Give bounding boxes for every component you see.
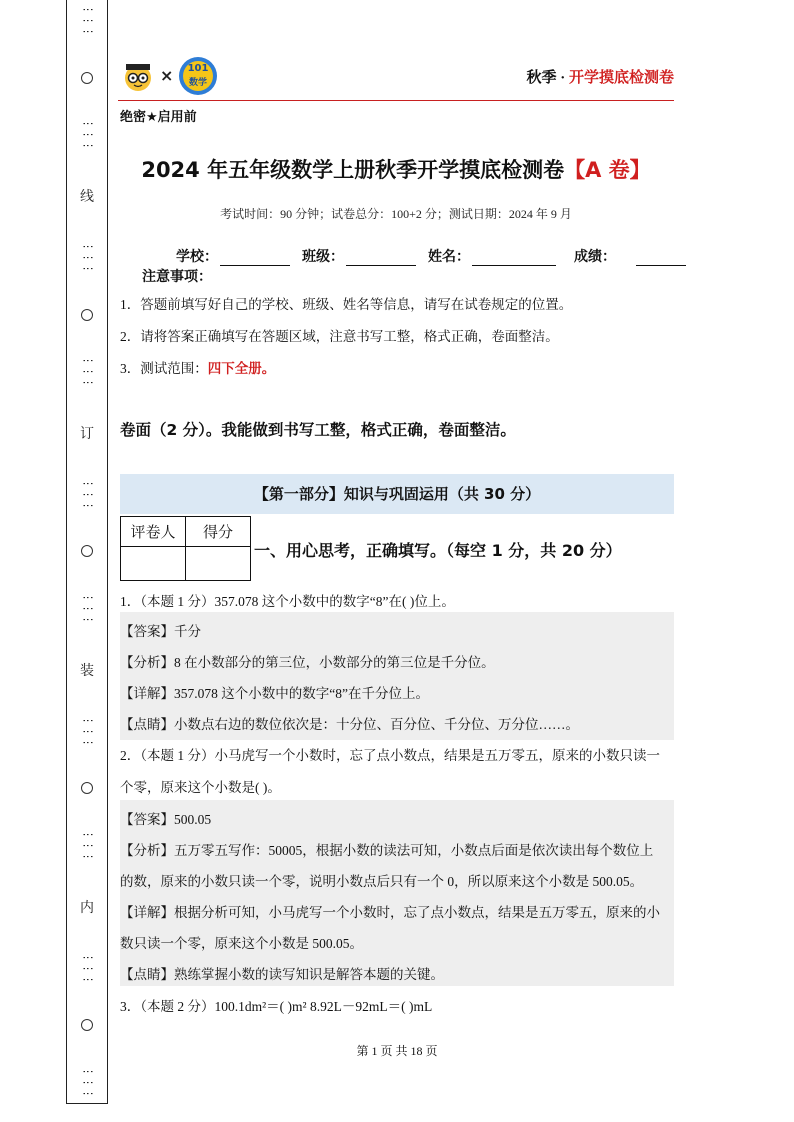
school-field: [176, 246, 290, 266]
grader-score-table: [120, 516, 251, 581]
score-cell[interactable]: [186, 547, 251, 581]
binding-dots: ⋮⋮⋮: [81, 592, 94, 626]
q2-detail-line-1: 【详解】根据分析可知，小马虎写一个小数时，忘了点小数点，结果是五万零五，原来的小: [120, 905, 660, 920]
binding-margin: [66, 0, 108, 1104]
note-item-3: [120, 357, 275, 377]
header-series-label: [526, 66, 674, 87]
note-item-3-label: 3．测试范围：: [120, 361, 208, 376]
school-label: 学校：: [176, 249, 218, 265]
header-series: 开学摸底检测卷: [568, 70, 674, 86]
binding-dots: ⋮⋮⋮: [81, 240, 94, 274]
question-3: 3．（本题 2 分）100.1dm²＝( )m² 8.92L－92mL＝( )mL: [120, 999, 433, 1014]
section-title-bar: 【第一部分】知识与巩固运用（共 30 分）: [120, 474, 674, 514]
binding-circle-icon: [81, 782, 93, 794]
header-season: 秋季 ·: [526, 70, 569, 86]
binding-dots: ⋮⋮⋮: [81, 1065, 94, 1099]
score-header: 得分: [186, 517, 251, 547]
class-input-line[interactable]: [346, 251, 416, 266]
student-logo-icon: [122, 60, 154, 92]
class-field: [302, 246, 416, 266]
q2-solution-box: [120, 800, 674, 986]
binding-dots: ⋮⋮⋮: [81, 951, 94, 985]
q2-tip: 【点睛】熟练掌握小数的读写知识是解答本题的关键。: [120, 967, 444, 982]
neatness-statement: 卷面（2 分）。我能做到书写工整，格式正确，卷面整洁。: [120, 421, 516, 439]
exam-info: 考试时间：90 分钟；试卷总分：100+2 分；测试日期：2024 年 9 月: [220, 207, 572, 221]
grader-header: 评卷人: [121, 517, 186, 547]
times-icon: ×: [160, 66, 174, 85]
name-field: [428, 246, 556, 266]
grader-cell[interactable]: [121, 547, 186, 581]
q2-detail-line-2: 数只读一个零，原来这个小数是 500.05。: [120, 936, 363, 951]
note-item-1: 1．答题前填写好自己的学校、班级、姓名等信息，请写在试卷规定的位置。: [120, 297, 573, 312]
q1-detail: 【详解】357.078 这个小数中的数字“8”在千分位上。: [120, 686, 429, 701]
question-1: 1．（本题 1 分）357.078 这个小数中的数字“8”在( )位上。: [120, 594, 455, 609]
binding-char-xian: 线: [80, 189, 94, 206]
page-footer: 第 1 页 共 18 页: [356, 1044, 438, 1058]
binding-dots: ⋮⋮⋮: [81, 4, 94, 37]
binding-circle-icon: [81, 545, 93, 557]
question-2-line-2: 个零，原来这个小数是( )。: [120, 780, 281, 795]
school-input-line[interactable]: [220, 251, 290, 266]
q2-analysis-line-2: 的数，原来的小数只读一个零，说明小数点后只有一个 0，所以原来这个小数是 500.05。: [120, 874, 644, 889]
score-label: 成绩：: [574, 249, 616, 265]
binding-dots: ⋮⋮⋮: [81, 355, 94, 389]
page-header: [118, 54, 674, 101]
math101-logo: [178, 56, 218, 96]
q2-answer: 【答案】500.05: [120, 812, 212, 827]
name-input-line[interactable]: [472, 251, 556, 266]
title-main: 2024 年五年级数学上册秋季开学摸底检测卷: [141, 158, 565, 182]
math101-logo-number: 101: [187, 63, 209, 74]
page-title: [118, 154, 674, 184]
class-label: 班级：: [302, 249, 344, 265]
q1-analysis: 【分析】8 在小数部分的第三位，小数部分的第三位是千分位。: [120, 655, 495, 670]
score-field: [574, 246, 686, 266]
q1-tip: 【点睛】小数点右边的数位依次是：十分位、百分位、千分位、万分位……。: [120, 717, 579, 732]
math101-logo-text: 数学: [188, 78, 207, 88]
binding-circle-icon: [81, 309, 93, 321]
binding-column: [67, 4, 107, 1099]
binding-dots: ⋮⋮⋮: [81, 829, 94, 863]
note-scope: 四下全册。: [207, 361, 276, 376]
binding-circle-icon: [81, 1019, 93, 1031]
q2-analysis-line-1: 【分析】五万零五写作：50005，根据小数的读法可知，小数点后面是依次读出每个数位上: [120, 843, 654, 858]
name-label: 姓名：: [428, 249, 470, 265]
binding-circle-icon: [81, 72, 93, 84]
binding-dots: ⋮⋮⋮: [81, 714, 94, 748]
question-2-line-1: 2．（本题 1 分）小马虎写一个小数时，忘了点小数点，结果是五万零五，原来的小数只读一: [120, 748, 660, 763]
notes-title: 注意事项：: [142, 269, 212, 285]
q1-answer: 【答案】千分: [120, 624, 201, 639]
score-input-line[interactable]: [636, 251, 686, 266]
binding-dots: ⋮⋮⋮: [81, 477, 94, 511]
part-heading: 一、用心思考，正确填写。（每空 1 分，共 20 分）: [254, 541, 622, 560]
binding-char-nei: 内: [80, 899, 94, 916]
binding-dots: ⋮⋮⋮: [81, 118, 94, 152]
binding-char-ding: 订: [80, 426, 94, 443]
title-tag: 【A 卷】: [564, 158, 651, 182]
note-item-2: 2．请将答案正确填写在答题区域，注意书写工整，格式正确，卷面整洁。: [120, 329, 559, 344]
q1-solution-box: [120, 612, 674, 740]
binding-char-zhuang: 装: [80, 662, 94, 679]
confidential-mark: 绝密★启用前: [120, 110, 197, 125]
